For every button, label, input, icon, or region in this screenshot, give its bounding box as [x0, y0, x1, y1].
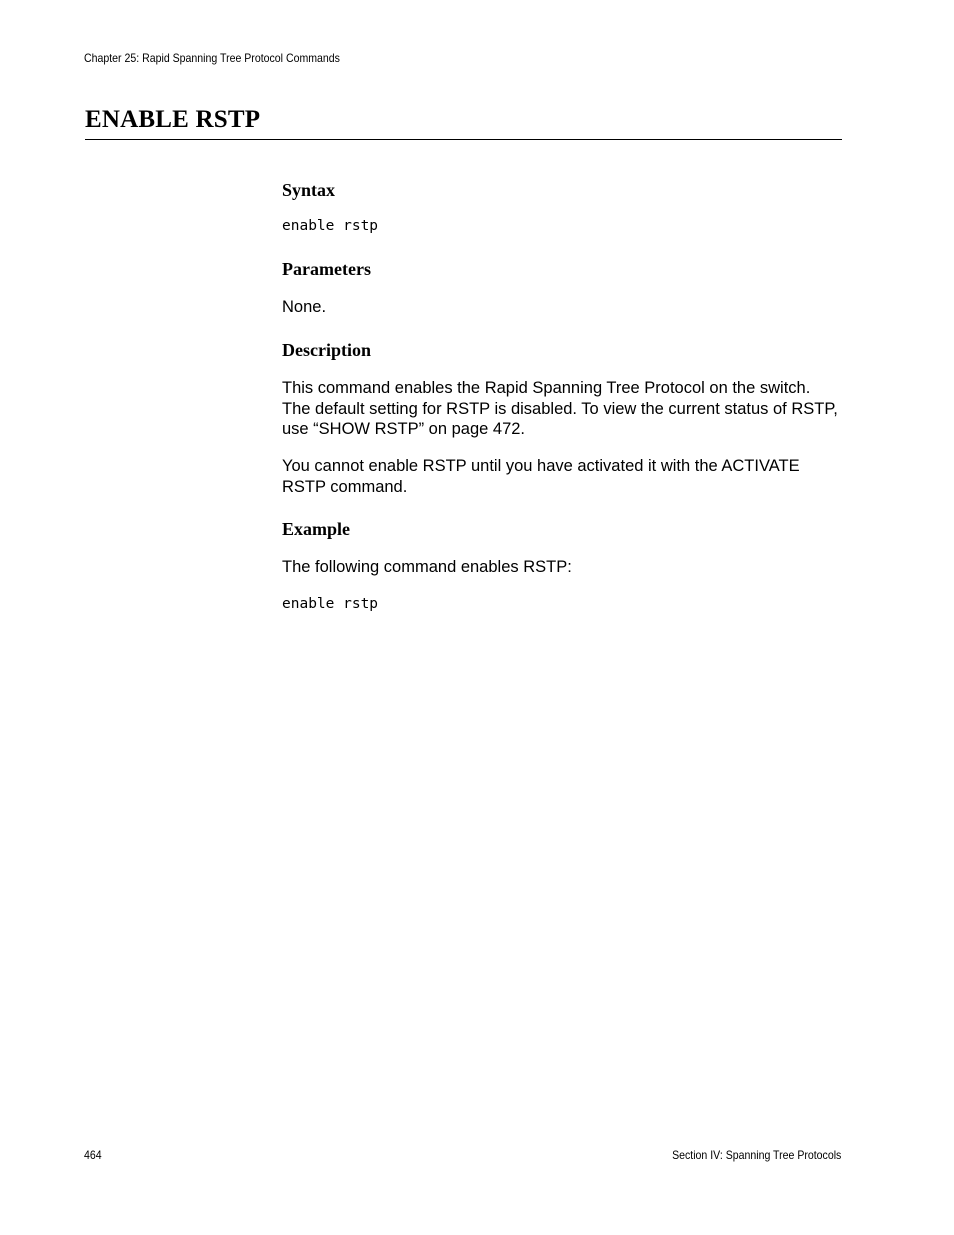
example-text: The following command enables RSTP:: [282, 558, 572, 576]
parameters-heading: Parameters: [282, 259, 371, 279]
example-code: enable rstp: [282, 596, 379, 612]
description-paragraph-1: This command enables the Rapid Spanning Tree Protocol on the switch. The default setting for RSTP is disabled. To view the current status of RSTP, use “SHOW RSTP” on page 472.: [282, 379, 838, 438]
description-heading: Description: [282, 340, 371, 360]
description-paragraph-2: You cannot enable RSTP until you have activated it with the ACTIVATE RSTP command.: [282, 457, 800, 496]
parameters-text: None.: [282, 298, 327, 316]
footer-section: Section IV: Spanning Tree Protocols: [671, 1148, 841, 1162]
syntax-code: enable rstp: [282, 218, 379, 234]
example-heading: Example: [282, 519, 351, 539]
page-title: ENABLE RSTP: [85, 106, 261, 133]
running-header: Chapter 25: Rapid Spanning Tree Protocol Commands: [84, 51, 340, 65]
title-divider: [85, 139, 842, 140]
syntax-heading: Syntax: [282, 180, 336, 200]
page-number: 464: [84, 1148, 102, 1162]
